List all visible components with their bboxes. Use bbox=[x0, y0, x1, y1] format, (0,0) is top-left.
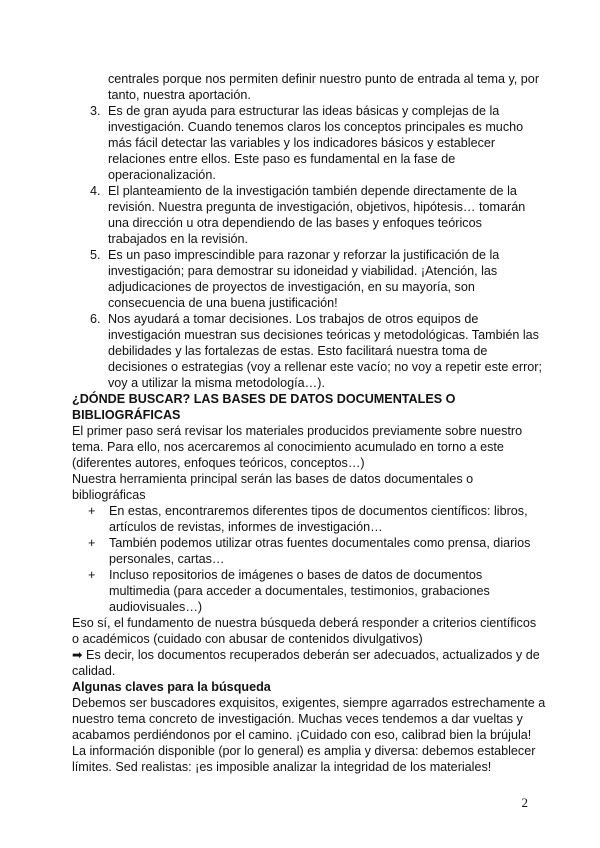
plus-bullet-icon: + bbox=[88, 504, 96, 518]
text-line: multimedia (para acceder a documentales, testimonios, grabaciones bbox=[109, 584, 490, 598]
text-line: adjudicaciones de proyectos de investigación, en su mayoría, son bbox=[108, 280, 475, 294]
text-line: ➡ Es decir, los documentos recuperados deberán ser adecuados, actualizados y de bbox=[72, 648, 540, 662]
text-line: investigación. Cuando tenemos claros los conceptos principales es mucho bbox=[108, 120, 524, 134]
list-number: 6. bbox=[90, 312, 101, 326]
text-line: bibliográficas bbox=[72, 488, 146, 502]
text-line: centrales porque nos permiten definir nuestro punto de entrada al tema y, por bbox=[108, 72, 540, 86]
text-line: relaciones entre ellos. Este paso es fundamental en la fase de bbox=[108, 152, 456, 166]
text-line: límites. Sed realistas: ¡es imposible analizar la integridad de los materiales! bbox=[72, 760, 492, 774]
text-line: calidad. bbox=[72, 664, 116, 678]
text-line: Nuestra herramienta principal serán las bases de datos documentales o bbox=[72, 472, 474, 486]
text-line: tanto, nuestra aportación. bbox=[108, 88, 251, 102]
text-line: Nos ayudará a tomar decisiones. Los trabajos de otros equipos de bbox=[108, 312, 479, 326]
text-line: El planteamiento de la investigación también depende directamente de la bbox=[108, 184, 517, 198]
heading-line: BIBLIOGRÁFICAS bbox=[72, 408, 181, 422]
list-item-continuation bbox=[108, 71, 538, 103]
list-item-6 bbox=[90, 311, 542, 391]
criteria-paragraph bbox=[72, 615, 540, 679]
list-item-5 bbox=[90, 247, 530, 311]
text-line: Incluso repositorios de imágenes o bases de datos de documentos bbox=[109, 568, 483, 582]
text-line: También podemos utilizar otras fuentes documentales como prensa, diarios bbox=[109, 536, 531, 550]
text-line: trabajados en la revisión. bbox=[108, 232, 249, 246]
text-line: más fácil detectar las variables y los indicadores básicos y establecer bbox=[108, 136, 496, 150]
text-line: o académicos (cuidado con abusar de contenidos divulgativos) bbox=[72, 632, 423, 646]
list-item-3 bbox=[90, 103, 530, 183]
page-number: 2 bbox=[521, 795, 528, 810]
text-line: artículos de revistas, informes de investigación… bbox=[109, 520, 383, 534]
text-line: investigación; para demostrar su idoneidad y viabilidad. ¡Atención, las bbox=[108, 264, 498, 278]
bullet-item-1 bbox=[88, 503, 528, 535]
intro-paragraph bbox=[72, 423, 532, 503]
text-line: Es de gran ayuda para estructurar las ideas básicas y complejas de la bbox=[108, 104, 500, 118]
text-line: nuestro tema concreto de investigación. Muchas veces tendemos a dar vueltas y bbox=[72, 712, 523, 726]
text-line: En estas, encontraremos diferentes tipos de documentos científicos: libros, bbox=[109, 504, 528, 518]
text-line: revisión. Nuestra pregunta de investigación, objetivos, hipótesis… tomarán bbox=[108, 200, 526, 214]
plus-bullet-icon: + bbox=[88, 536, 96, 550]
text-line: una dirección u otra dependiendo de las bases y enfoques teóricos bbox=[108, 216, 482, 230]
list-number: 4. bbox=[90, 184, 101, 198]
text-line: consecuencia de una buena justificación! bbox=[108, 296, 338, 310]
list-number: 5. bbox=[90, 248, 101, 262]
text-line: voy a utilizar la misma metodología…). bbox=[108, 376, 325, 390]
section-heading bbox=[72, 391, 532, 423]
text-line: La información disponible (por lo general) es amplia y diversa: debemos establecer bbox=[72, 744, 536, 758]
subheading: Algunas claves para la búsqueda bbox=[72, 680, 271, 694]
list-number: 3. bbox=[90, 104, 101, 118]
text-line: personales, cartas… bbox=[109, 552, 225, 566]
bullet-item-2 bbox=[88, 535, 531, 567]
heading-line: ¿DÓNDE BUSCAR? LAS BASES DE DATOS DOCUMENTALES O bbox=[72, 392, 456, 406]
final-paragraph bbox=[72, 695, 546, 775]
text-line: Debemos ser buscadores exquisitos, exigentes, siempre agarrados estrechamente a bbox=[72, 696, 546, 710]
text-line: operacionalización. bbox=[108, 168, 216, 182]
text-line: acabamos perdiéndonos por el camino. ¡Cuidado con eso, calibrad bien la brújula! bbox=[72, 728, 532, 742]
list-item-4 bbox=[90, 183, 530, 247]
text-line: Es un paso imprescindible para razonar y reforzar la justificación de la bbox=[108, 248, 500, 262]
text-line: investigación muestran sus decisiones teóricas y metodológicas. También las bbox=[108, 328, 539, 342]
text-line: tema. Para ello, nos acercaremos al conocimiento acumulado en torno a este bbox=[72, 440, 504, 454]
text-line: debilidades y las fortalezas de estas. Esto facilitará nuestra toma de bbox=[108, 344, 488, 358]
text-line: (diferentes autores, enfoques teóricos, conceptos…) bbox=[72, 456, 365, 470]
plus-bullet-icon: + bbox=[88, 568, 96, 582]
text-line: Eso sí, el fundamento de nuestra búsqueda deberá responder a criterios científicos bbox=[72, 616, 537, 630]
text-line: El primer paso será revisar los materiales producidos previamente sobre nuestro bbox=[72, 424, 523, 438]
text-line: decisiones o estrategias (voy a rellenar este vacío; no voy a repetir este error; bbox=[108, 360, 542, 374]
bullet-item-3 bbox=[88, 567, 528, 615]
text-line: audiovisuales…) bbox=[109, 600, 203, 614]
